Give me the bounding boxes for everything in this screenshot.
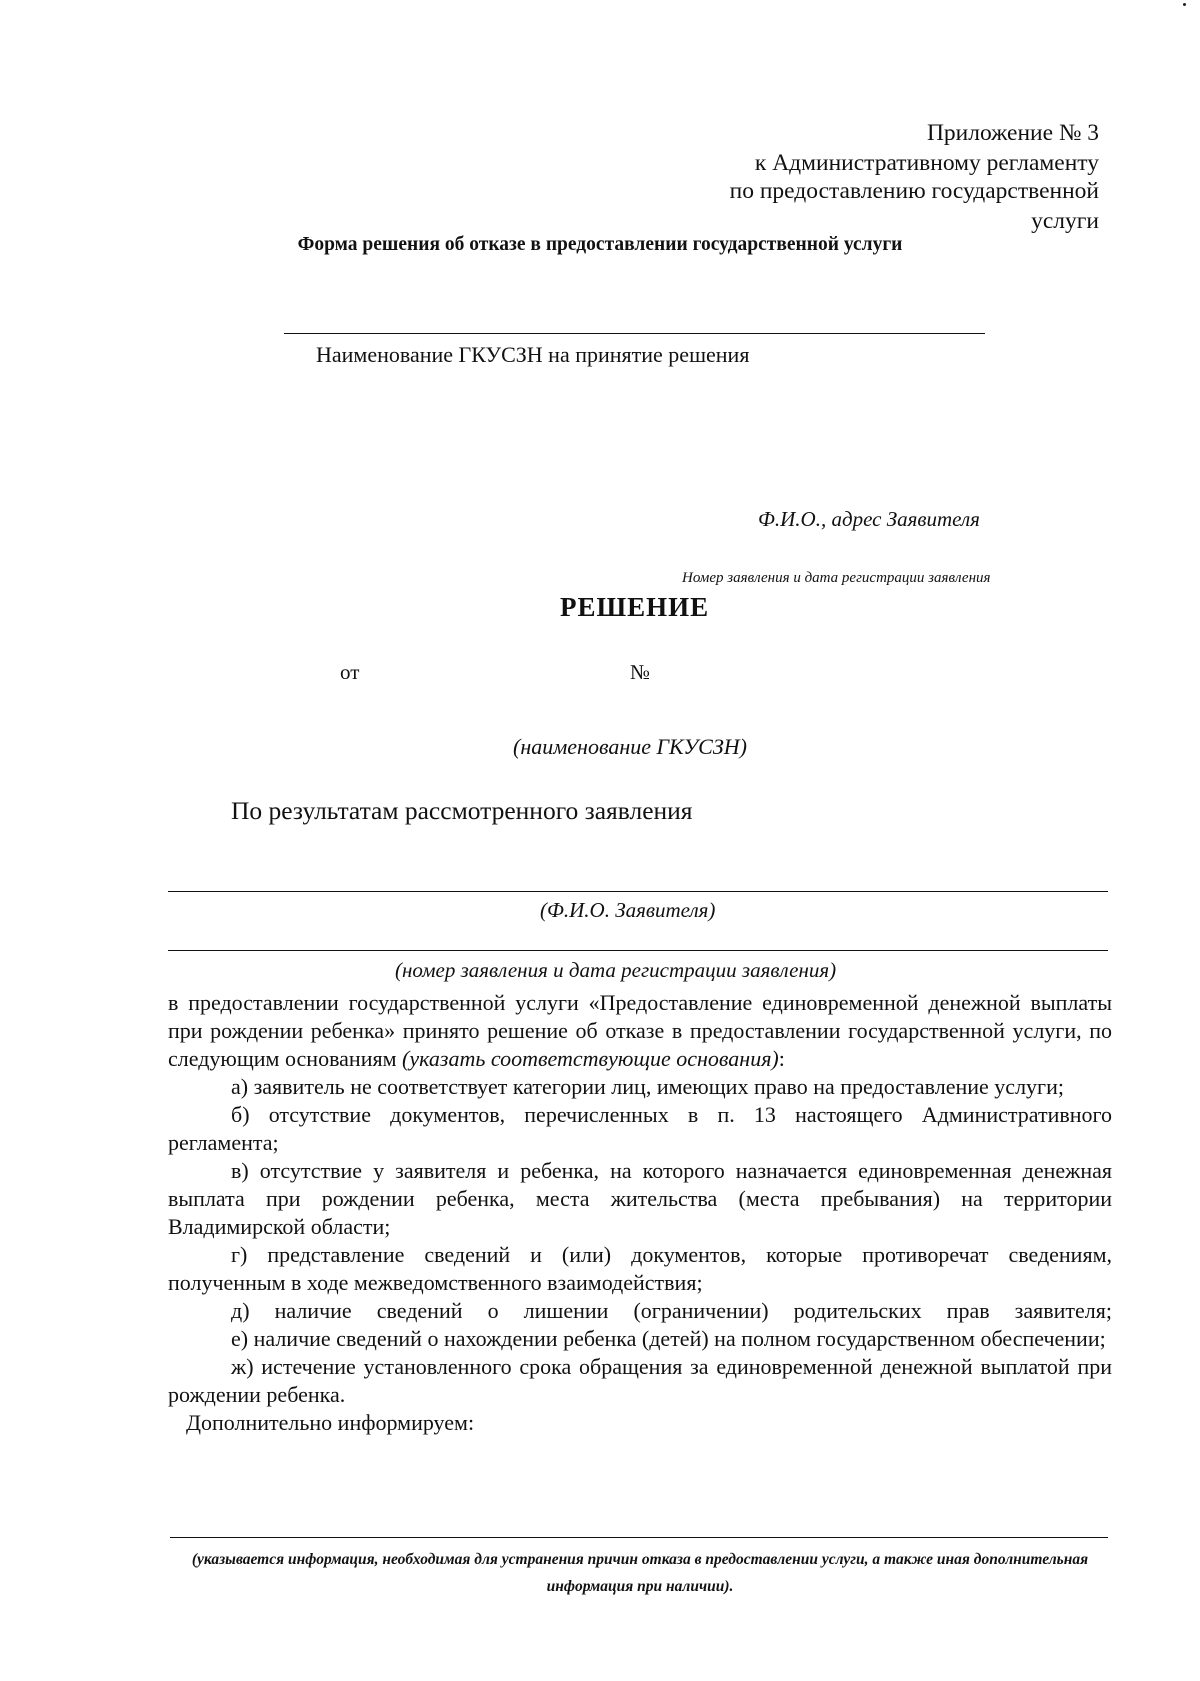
from-label: от xyxy=(340,660,360,684)
intro-italic: (указать соответствующие основания) xyxy=(402,1046,779,1071)
decision-heading: РЕШЕНИЕ xyxy=(560,592,710,622)
number-label: № xyxy=(630,660,651,684)
appendix-line-2: к Административному регламенту xyxy=(754,150,1099,176)
results-text: По результатам рассмотренного заявления xyxy=(231,796,693,825)
fio-line xyxy=(168,891,1108,892)
app-number-caption: (номер заявления и дата регистрации заявления) xyxy=(395,958,837,982)
decision-body xyxy=(168,989,1112,1437)
appendix-line-4: услуги xyxy=(1031,208,1099,234)
fio-caption: (Ф.И.О. Заявителя) xyxy=(540,898,716,922)
reason-e: е) наличие сведений о нахождении ребенка (детей) на полном государственном обеспечении; xyxy=(231,1326,1106,1351)
reason-b: б) отсутствие документов, перечисленных в п. 13 настоящего Административного регламента; xyxy=(168,1102,1112,1155)
reason-a: а) заявитель не соответствует категории лиц, имеющих право на предоставление услуги; xyxy=(231,1074,1064,1099)
reason-g: г) представление сведений и (или) документов, которые противоречат сведениям, полученным в ходе межведомственного взаимодействия; xyxy=(168,1242,1112,1295)
scan-speck xyxy=(1183,3,1186,6)
intro-end: : xyxy=(778,1046,785,1071)
reason-d: д) наличие сведений о лишении (ограничении) родительских прав заявителя; xyxy=(231,1298,1112,1323)
org-caption: Наименование ГКУСЗН на принятие решения xyxy=(316,342,750,367)
intro-text: в предоставлении государственной услуги «Предоставление единовременной денежной выплаты при рождении ребенка» принято решение об отказе в предоставлении государственной услуги, по следующим основаниям xyxy=(168,990,1112,1071)
intro-paragraph xyxy=(168,989,1112,1073)
reason-zh: ж) истечение установленного срока обращения за единовременной денежной выплатой при рождении ребенка. xyxy=(168,1354,1112,1407)
appendix-line-1: Приложение № 3 xyxy=(926,120,1099,146)
reason-v: в) отсутствие у заявителя и ребенка, на которого назначается единовременная денежная выплата при рождении ребенка, места жительства (места пребывания) на территории Владимирской области; xyxy=(168,1158,1112,1239)
form-title: Форма решения об отказе в предоставлении государственной услуги xyxy=(297,234,903,255)
additional-info-line xyxy=(170,1537,1108,1538)
appendix-line-3: по предоставлению государственной xyxy=(729,178,1099,204)
org-name-line xyxy=(284,333,985,334)
app-number-line xyxy=(168,950,1108,951)
additional-info: Дополнительно информируем: xyxy=(186,1410,475,1435)
application-caption: Номер заявления и дата регистрации заявления xyxy=(682,570,991,586)
applicant-caption: Ф.И.О., адрес Заявителя xyxy=(758,507,980,531)
gkuszn-caption: (наименование ГКУСЗН) xyxy=(513,734,747,759)
footnote: (указывается информация, необходимая для устранения причин отказа в предоставлении услуги, а также иная дополнительная информация при наличии). xyxy=(191,1551,1089,1595)
